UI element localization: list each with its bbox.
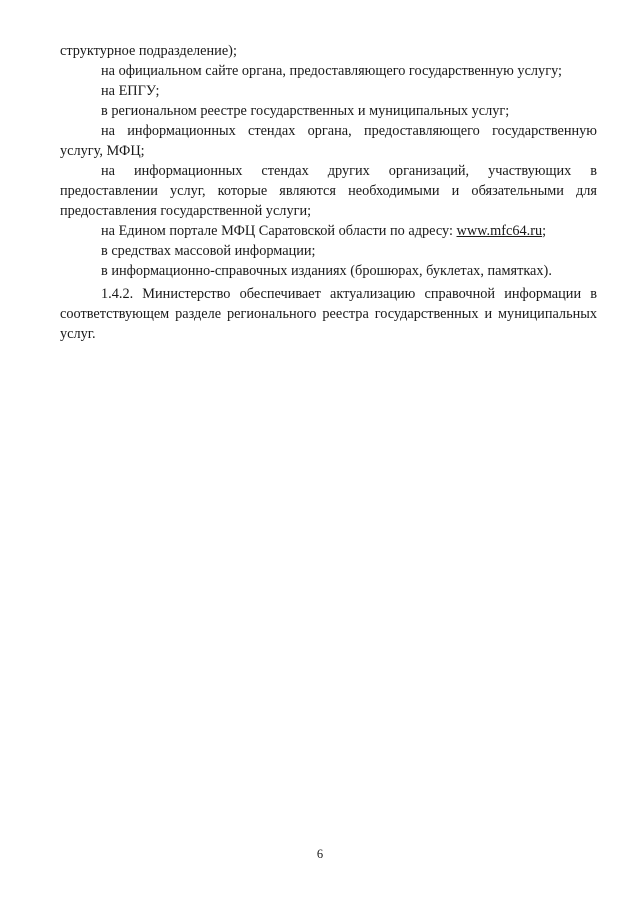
paragraph-mass-media: в средствах массовой информации; [101, 243, 316, 259]
paragraph-mfc-portal [60, 221, 597, 241]
paragraph-info-stands-other: на информационных стендах других организаций, участвующих в предоставлении услуг, которые являются необходимыми и обязательными для предоставления государственной услуги; [60, 163, 597, 219]
mfc-portal-prefix: на Едином портале МФЦ Саратовской области по адресу: [101, 223, 457, 239]
paragraph-epgu: на ЕПГУ; [101, 83, 160, 99]
paragraph-section-1-4-2: 1.4.2. Министерство обеспечивает актуализацию справочной информации в соответствующем разделе регионального реестра государственных и муниципальных услуг. [60, 286, 597, 342]
mfc-portal-suffix: ; [542, 223, 547, 239]
paragraph-reference-publications: в информационно-справочных изданиях (брошюрах, буклетах, памятках). [101, 263, 552, 279]
document-body [60, 41, 597, 344]
mfc-portal-link[interactable]: www.mfc64.ru [456, 223, 543, 239]
paragraph-info-stands-organ: на информационных стендах органа, предоставляющего государственную услугу, МФЦ; [60, 123, 597, 159]
page-number: 6 [316, 847, 324, 861]
paragraph-structural-unit: структурное подразделение); [60, 43, 237, 59]
paragraph-regional-registry: в региональном реестре государственных и муниципальных услуг; [101, 103, 510, 119]
paragraph-official-site: на официальном сайте органа, предоставляющего государственную услугу; [101, 63, 563, 79]
